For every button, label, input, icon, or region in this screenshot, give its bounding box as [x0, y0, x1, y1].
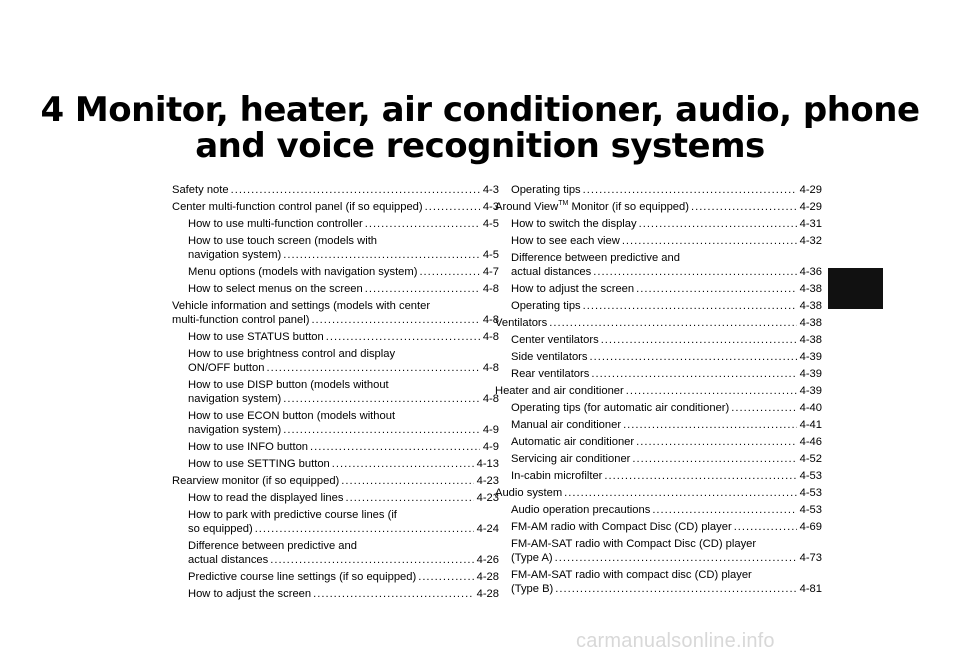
toc-leader-dots — [283, 248, 480, 262]
toc-page-number: 4-40 — [799, 402, 822, 414]
chapter-title — [0, 92, 960, 164]
toc-entry-title: How to see each view — [511, 235, 620, 247]
toc-entry-title: actual distances — [511, 266, 592, 278]
toc-page-number: 4-41 — [799, 419, 822, 431]
toc-leader-dots — [326, 330, 480, 344]
toc-entry-title: Center ventilators — [511, 334, 599, 346]
toc-leader-dots — [255, 522, 474, 536]
toc-entry-title: How to read the displayed lines — [188, 492, 344, 504]
toc-entry[interactable] — [495, 350, 822, 364]
toc-entry[interactable] — [495, 452, 822, 466]
toc-entry[interactable] — [495, 183, 822, 197]
toc-leader-dots — [622, 234, 797, 248]
toc-page-number: 4-53 — [799, 504, 822, 516]
toc-leader-dots — [734, 520, 797, 534]
toc-entry[interactable] — [172, 409, 499, 437]
toc-page-number: 4-81 — [799, 583, 822, 595]
toc-entry[interactable] — [172, 440, 499, 454]
toc-entry[interactable] — [495, 251, 822, 279]
toc-entry-title: actual distances — [188, 554, 269, 566]
toc-leader-dots — [418, 570, 473, 584]
toc-leader-dots — [601, 333, 797, 347]
toc-page-number: 4-9 — [482, 441, 499, 453]
toc-entry-title: Manual air conditioner — [511, 419, 622, 431]
toc-page-number: 4-53 — [799, 487, 822, 499]
toc-page-number: 4-69 — [799, 521, 822, 533]
toc-entry-title: so equipped) — [188, 523, 253, 535]
toc-entry-text-line: How to use brightness control and display — [188, 348, 396, 360]
toc-page-number: 4-23 — [476, 492, 499, 504]
toc-entry[interactable] — [495, 316, 822, 330]
toc-entry-title: How to use INFO button — [188, 441, 309, 453]
toc-entry-title: ON/OFF button — [188, 362, 265, 374]
toc-entry-text-line: How to park with predictive course lines (if — [188, 509, 397, 521]
toc-leader-dots — [283, 392, 480, 406]
toc-leader-dots — [313, 587, 473, 601]
toc-entry-text-line: How to use DISP button (models without — [188, 379, 389, 391]
toc-entry[interactable] — [495, 418, 822, 432]
toc-entry[interactable] — [495, 367, 822, 381]
toc-entry-title: Around View™ Monitor (if so equipped) — [495, 200, 689, 213]
toc-page-number: 4-23 — [476, 475, 499, 487]
toc-entry-title: How to use SETTING button — [188, 458, 330, 470]
toc-entry-title: (Type B) — [511, 583, 554, 595]
toc-entry-text-line: How to use touch screen (models with — [188, 235, 378, 247]
toc-leader-dots — [231, 183, 480, 197]
toc-entry[interactable] — [495, 503, 822, 517]
toc-entry[interactable] — [172, 491, 499, 505]
toc-leader-dots — [549, 316, 796, 330]
toc-entry[interactable] — [495, 486, 822, 500]
toc-leader-dots — [591, 367, 796, 381]
toc-entry[interactable] — [172, 330, 499, 344]
toc-leader-dots — [636, 282, 796, 296]
toc-leader-dots — [583, 183, 797, 197]
toc-leader-dots — [590, 350, 797, 364]
toc-entry[interactable] — [172, 474, 499, 488]
toc-leader-dots — [341, 474, 473, 488]
chapter-title-line-1: 4 Monitor, heater, air conditioner, audio, phone — [40, 90, 920, 130]
toc-page-number: 4-38 — [799, 283, 822, 295]
toc-leader-dots — [310, 440, 480, 454]
toc-entry[interactable] — [172, 587, 499, 601]
toc-page-number: 4-13 — [476, 458, 499, 470]
toc-leader-dots — [332, 457, 474, 471]
toc-page-number: 4-46 — [799, 436, 822, 448]
toc-leader-dots — [270, 553, 473, 567]
toc-entry-title: navigation system) — [188, 393, 282, 405]
toc-entry[interactable] — [495, 384, 822, 398]
toc-entry[interactable] — [172, 508, 499, 536]
toc-entry-title: Heater and air conditioner — [495, 385, 624, 397]
toc-leader-dots — [632, 452, 796, 466]
toc-leader-dots — [365, 217, 480, 231]
toc-entry[interactable] — [172, 378, 499, 406]
toc-page-number: 4-3 — [482, 184, 499, 196]
toc-page-number: 4-28 — [476, 571, 499, 583]
toc-page-number: 4-73 — [799, 552, 822, 564]
toc-page-number: 4-36 — [799, 266, 822, 278]
toc-entry-text-line: Difference between predictive and — [188, 540, 357, 552]
toc-page-number: 4-8 — [482, 393, 499, 405]
toc-entry[interactable] — [172, 234, 499, 262]
toc-entry-title: multi-function control panel) — [172, 314, 310, 326]
toc-leader-dots — [419, 265, 479, 279]
toc-leader-dots — [425, 200, 480, 214]
toc-entry-title: FM-AM radio with Compact Disc (CD) player — [511, 521, 732, 533]
toc-entry[interactable] — [495, 568, 822, 596]
toc-page-number: 4-38 — [799, 317, 822, 329]
toc-entry-title: navigation system) — [188, 424, 282, 436]
toc-leader-dots — [266, 361, 479, 375]
toc-page-number: 4-8 — [482, 283, 499, 295]
toc-entry[interactable] — [495, 537, 822, 565]
toc-entry-text-line: FM-AM-SAT radio with Compact Disc (CD) player — [511, 538, 757, 550]
toc-page-number: 4-8 — [482, 331, 499, 343]
toc-entry[interactable] — [172, 539, 499, 567]
toc-entry-text-line: How to use ECON button (models without — [188, 410, 396, 422]
toc-page-number: 4-29 — [799, 201, 822, 213]
toc-entry-title: Rearview monitor (if so equipped) — [172, 475, 340, 487]
toc-entry-title: (Type A) — [511, 552, 553, 564]
toc-entry-title: How to use multi-function controller — [188, 218, 363, 230]
toc-entry[interactable] — [495, 333, 822, 347]
toc-page-number: 4-39 — [799, 385, 822, 397]
toc-page-number: 4-5 — [482, 218, 499, 230]
toc-entry-title: Menu options (models with navigation system) — [188, 266, 418, 278]
toc-leader-dots — [311, 313, 479, 327]
toc-entry-title: Safety note — [172, 184, 229, 196]
toc-entry[interactable] — [172, 282, 499, 296]
toc-entry-title: Predictive course line settings (if so equipped) — [188, 571, 417, 583]
toc-entry-title: Center multi-function control panel (if so equipped) — [172, 201, 423, 213]
toc-entry-text-line: Difference between predictive and — [511, 252, 680, 264]
toc-leader-dots — [652, 503, 796, 517]
toc-page-number: 4-38 — [799, 300, 822, 312]
toc-leader-dots — [555, 582, 796, 596]
toc-entry-title: Operating tips (for automatic air conditioner) — [511, 402, 730, 414]
toc-entry[interactable] — [495, 200, 822, 214]
toc-entry[interactable] — [172, 457, 499, 471]
toc-page-number: 4-24 — [476, 523, 499, 535]
toc-page-number: 4-32 — [799, 235, 822, 247]
toc-entry[interactable] — [172, 299, 499, 327]
toc-leader-dots — [731, 401, 796, 415]
toc-leader-dots — [283, 423, 480, 437]
toc-entry-title: navigation system) — [188, 249, 282, 261]
toc-entry[interactable] — [495, 282, 822, 296]
toc-leader-dots — [623, 418, 797, 432]
toc-leader-dots — [555, 551, 797, 565]
toc-entry-title: Side ventilators — [511, 351, 588, 363]
toc-page-number: 4-8 — [482, 314, 499, 326]
toc-entry[interactable] — [172, 347, 499, 375]
toc-entry[interactable] — [172, 265, 499, 279]
toc-entry-title: Operating tips — [511, 300, 581, 312]
toc-entry[interactable] — [172, 217, 499, 231]
toc-entry-title: Audio operation precautions — [511, 504, 651, 516]
toc-leader-dots — [604, 469, 796, 483]
toc-page-number: 4-28 — [476, 588, 499, 600]
toc-leader-dots — [626, 384, 797, 398]
toc-page-number: 4-31 — [799, 218, 822, 230]
toc-entry-title: Audio system — [495, 487, 563, 499]
toc-leader-dots — [345, 491, 473, 505]
chapter-tab-marker — [828, 268, 883, 309]
toc-column-right — [495, 183, 822, 599]
toc-entry-title: Automatic air conditioner — [511, 436, 635, 448]
toc-leader-dots — [639, 217, 797, 231]
toc-entry-title: How to adjust the screen — [188, 588, 312, 600]
toc-page-number: 4-7 — [482, 266, 499, 278]
toc-leader-dots — [593, 265, 796, 279]
toc-entry[interactable] — [495, 401, 822, 415]
toc-page-number: 4-26 — [476, 554, 499, 566]
toc-entry-text-line: Vehicle information and settings (models with center — [172, 300, 431, 312]
toc-page-number: 4-38 — [799, 334, 822, 346]
toc-column-left — [172, 183, 499, 604]
toc-page-number: 4-3 — [482, 201, 499, 213]
toc-page-number: 4-29 — [799, 184, 822, 196]
toc-page-number: 4-9 — [482, 424, 499, 436]
toc-entry-title: How to use STATUS button — [188, 331, 324, 343]
toc-entry-title: In-cabin microfilter — [511, 470, 603, 482]
toc-leader-dots — [365, 282, 480, 296]
toc-entry-title: Rear ventilators — [511, 368, 590, 380]
chapter-title-line-2: and voice recognition systems — [195, 126, 765, 166]
toc-page-number: 4-5 — [482, 249, 499, 261]
toc-page-number: 4-53 — [799, 470, 822, 482]
toc-entry[interactable] — [495, 435, 822, 449]
toc-page-number: 4-52 — [799, 453, 822, 465]
toc-entry[interactable] — [172, 183, 499, 197]
toc-entry[interactable] — [495, 234, 822, 248]
toc-entry-title: Ventilators — [495, 317, 548, 329]
toc-entry[interactable] — [495, 469, 822, 483]
watermark: carmanualsonline.info — [576, 630, 775, 652]
toc-leader-dots — [691, 200, 797, 214]
toc-entry[interactable] — [495, 299, 822, 313]
toc-entry[interactable] — [172, 200, 499, 214]
toc-entry-title: How to adjust the screen — [511, 283, 635, 295]
toc-leader-dots — [564, 486, 796, 500]
toc-page-number: 4-8 — [482, 362, 499, 374]
toc-leader-dots — [636, 435, 796, 449]
toc-entry[interactable] — [172, 570, 499, 584]
toc-page-number: 4-39 — [799, 351, 822, 363]
toc-entry-title: Servicing air conditioner — [511, 453, 631, 465]
toc-page-number: 4-39 — [799, 368, 822, 380]
toc-entry-title: How to switch the display — [511, 218, 637, 230]
toc-entry-title: Operating tips — [511, 184, 581, 196]
toc-entry[interactable] — [495, 520, 822, 534]
toc-entry-title: How to select menus on the screen — [188, 283, 363, 295]
toc-entry[interactable] — [495, 217, 822, 231]
toc-leader-dots — [583, 299, 797, 313]
toc-entry-text-line: FM-AM-SAT radio with compact disc (CD) player — [511, 569, 752, 581]
